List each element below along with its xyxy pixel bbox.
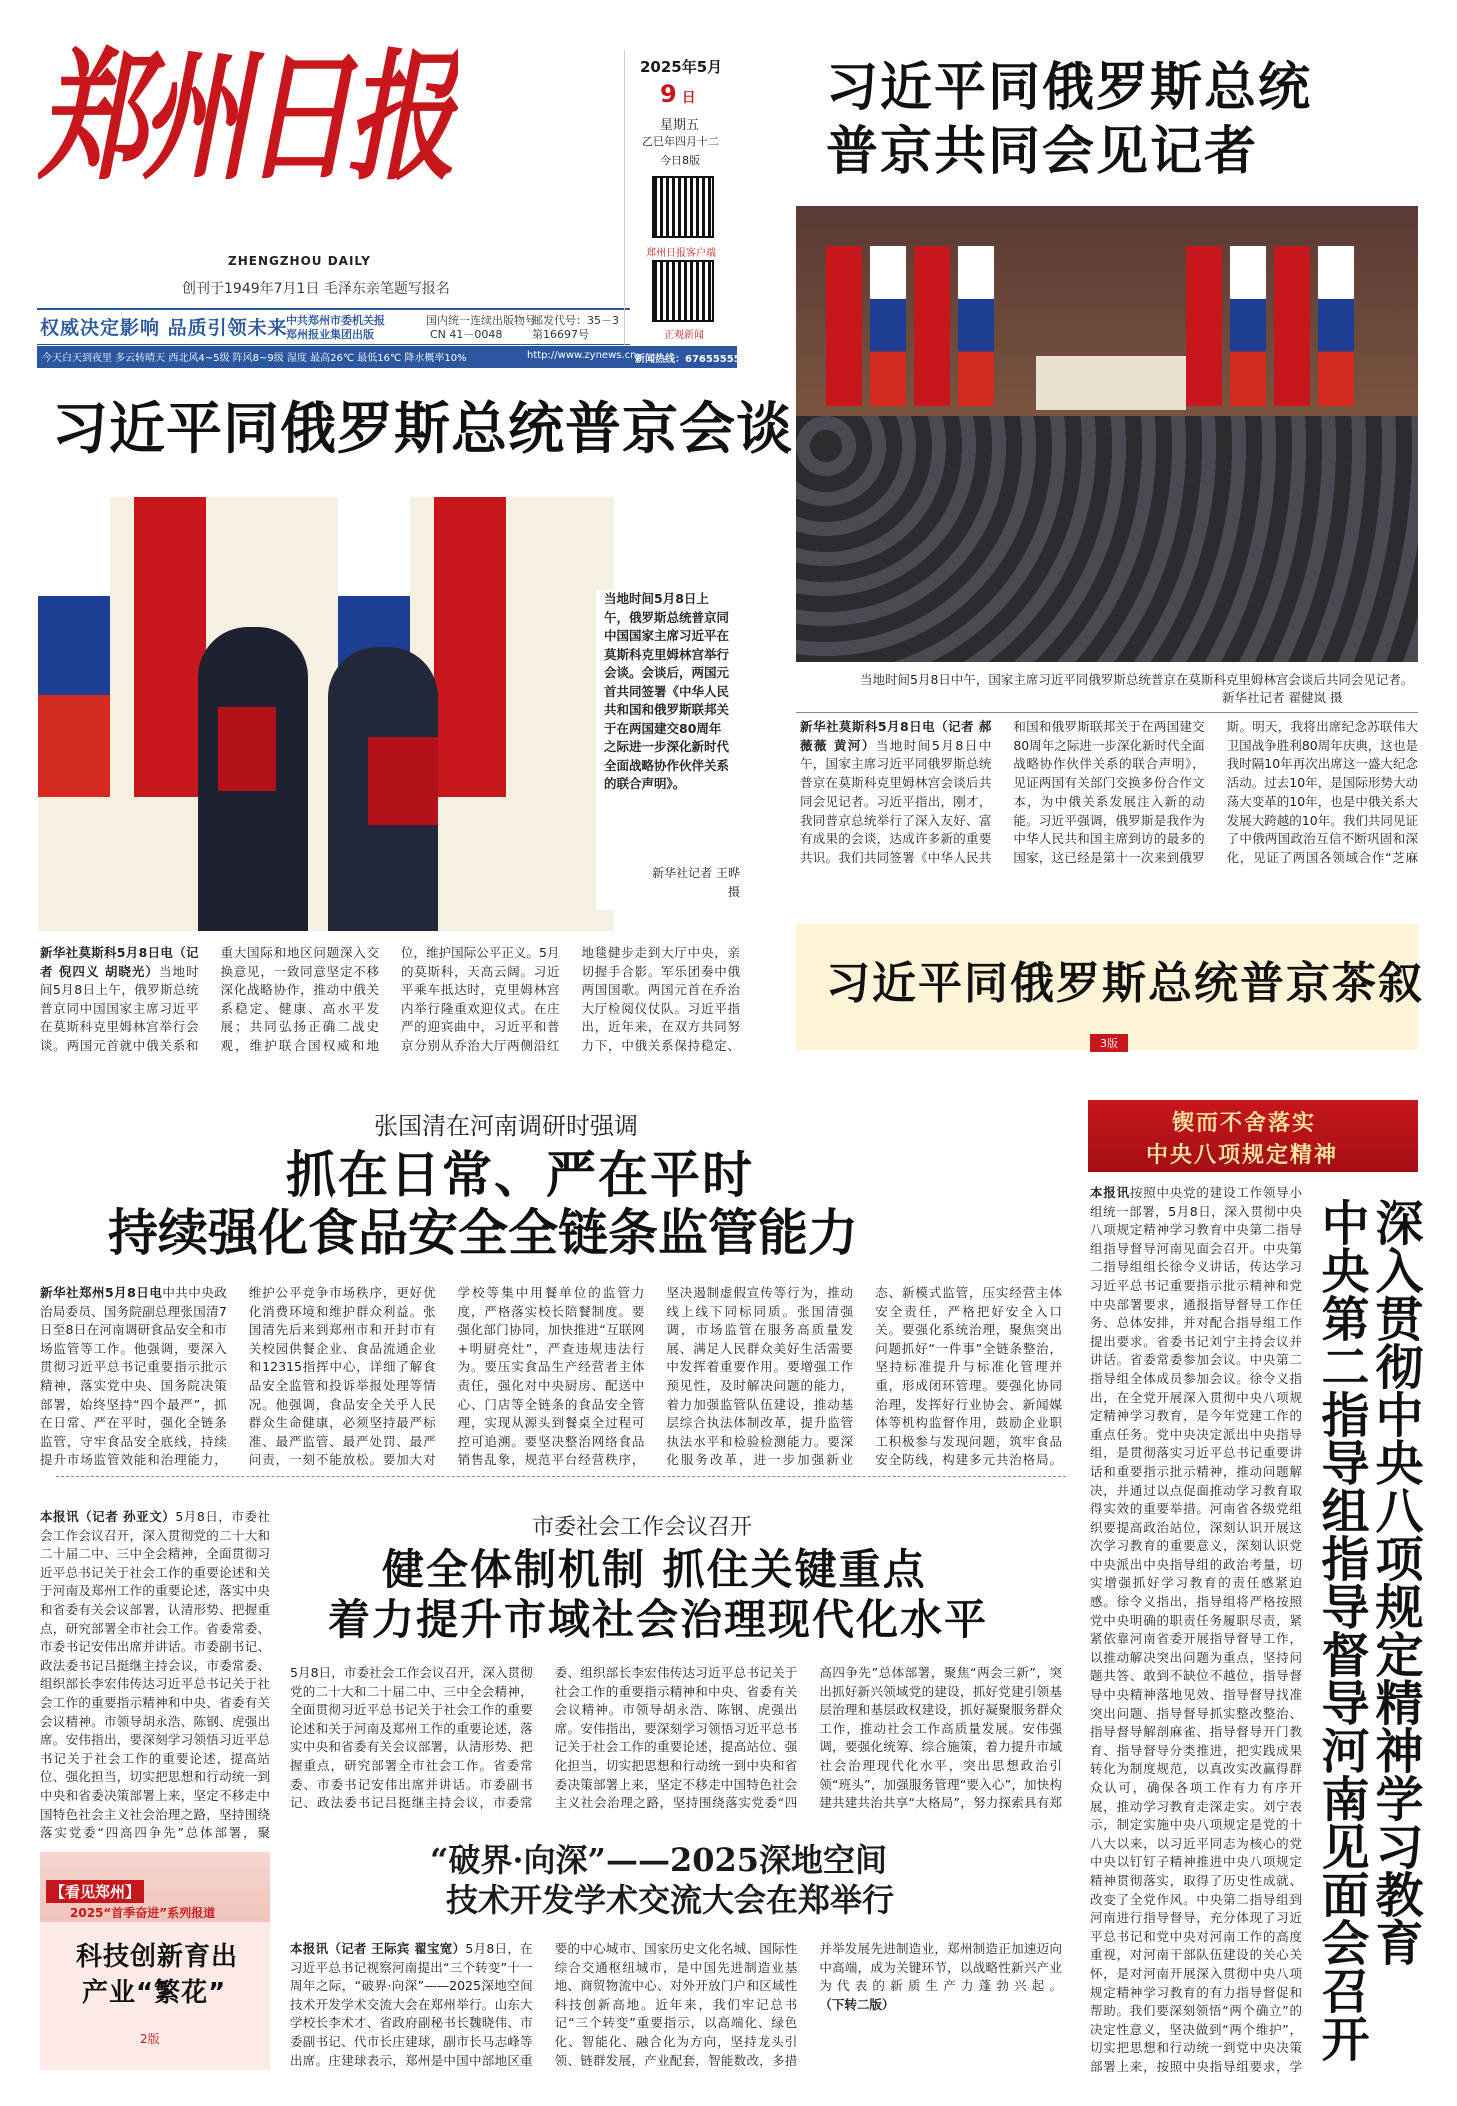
press-conference-body (800, 718, 1418, 886)
main-story-text: 当地时间5月8日上午，俄罗斯总统普京同中国国家主席习近平在莫斯科克里姆林宫举行会谈。两国元首就中俄关系和重大国际和地区问题深入交换意见，一致同意坚定不移深化战略协作，推动中俄关系稳定、健康、高水平发展；共同弘扬正确二战史观，维护联合国权威和地位，维护国际公平正义。5月的莫斯科，天高云阔。习近平乘车抵达时，克里姆林宫内举行隆重欢迎仪式。在庄严的迎宾曲中，习近平和普京分别从乔治大厅两侧沿红地毯健步走到大厅中央，亲切握手合影。军乐团奏中俄两国国歌。两国元首在乔治大厅检阅仪仗队。习近平指出，近年来，在双方共同努力下，中俄关系保持稳定、 (40, 945, 740, 1053)
tea-talk-headline: 习近平同俄罗斯总统普京茶叙 (826, 958, 1424, 1009)
flags-left (826, 246, 1046, 406)
promo-headline-1: 科技创新育出 (76, 1942, 239, 1972)
post-code: 邮发代号：35－3 (532, 314, 619, 327)
qr-code-news[interactable] (652, 260, 714, 322)
main-headline: 习近平同俄罗斯总统普京会谈 (52, 396, 793, 462)
food-safety-body (40, 1284, 1062, 1474)
handshake-caption: 当地时间5月8日上午，俄罗斯总统普京同中国国家主席习近平在莫斯科克里姆林宫举行会谈。会谈后，两国元首共同签署《中华人民共和国和俄罗斯联邦关于在两国建交80周年之际进一步深化新时代全面战略协作伙伴关系的联合声明》。 (604, 591, 730, 791)
hotline: 新闻热线：67655555 (635, 354, 741, 365)
social-work-text: 5月8日，市委社会工作会议召开，深入贯彻党的二十大和二十届二中、三中全会精神，全面贯彻习近平总书记关于社会工作的重要论述和关于河南及郑州工作的重要论述，落实中央和省委有关会议部署，认清形势、把握重点，研究部署全市社会工作。省委常委、市委书记安伟出席并讲话。市委副书记、政法委书记吕挺继主持会议，市委常委、组织部长李宏伟传达习近平总书记关于社会工作的重要指示精神和中央、省委有关会议精神。市领导胡永浩、陈钢、虎强出席。安伟指出，要深刻学习领悟习近平总书记关于社会工作的重要论述，提高站位、强化担当，切实把思想和行动统一到中央和省委决策部署上来，坚定不移走中国特色社会主义社会治理之路，坚持围绕落实党委“四高四争先”总体部署，聚 (40, 1509, 270, 1841)
masthead-pinyin: ZHENGZHOU DAILY (228, 254, 371, 268)
date-day-number: 9 (660, 80, 677, 108)
conference-headline-2: 技术开发学术交流大会在郑举行 (446, 1881, 895, 1919)
conference-body (290, 1940, 1062, 2080)
main-story-body (40, 944, 740, 1056)
food-safety-headline-1: 抓在日常、严在平时 (286, 1145, 754, 1204)
publisher-1: 中共郑州市委机关报 (286, 314, 385, 327)
conference-continued: （下转二版） (819, 1996, 895, 2012)
publisher-2: 郑州报业集团出版 (286, 328, 374, 341)
website: http://www.zynews.cn (527, 350, 637, 361)
date-day-unit: 日 (681, 90, 696, 106)
conference-text: 5月8日，在习近平总书记视察河南提出“三个转变”十一周年之际，“破界·向深”——2025深地空间技术开发学术交流大会在郑州举行。山东大学校长李术才、省政府副秘书长魏晓伟、市委副书记、代市长庄建球，副市长马志峰等出席。庄建球表示，郑州是中国中部地区重要的中心城市、国家历史文化名城、国际性综合交通枢纽城市，是中国先进制造业基地、商贸物流中心、对外开放门户和区域性科技创新高地。近年来，我们牢记总书记“三个转变”重要指示，以高端化、绿色化、智能化、融合化为方向，坚持龙头引领、链群发展，产业配套，智能数改，多措并举发展先进制造业，郑州制造正加速迈向中高端，成为关键环节，以战略性新兴产业为代表的新质生产力蓬勃兴起。 (290, 1941, 1062, 2068)
press-photo-caption: 当地时间5月8日中午，国家主席习近平同俄罗斯总统普京在莫斯科克里姆林宫会谈后共同会见记者。 (860, 672, 1414, 687)
main-story-lead: 新华社莫斯科5月8日电（记者 倪四义 胡晓光） (40, 945, 199, 979)
tea-talk-page-ref[interactable]: 3版 (1090, 1034, 1128, 1052)
promo-series: 2025“首季奋进”系列报道 (70, 1906, 216, 1920)
food-safety-text: 中共中央政治局委员、国务院副总理张国清7日至8日在河南调研食品安全和市场监管等工作。他强调，要深入贯彻习近平总书记重要指示批示精神，落实党中央、国务院决策部署，始终坚持“四个最严”，抓在日常、严在平时，强化全链条监管，守牢食品安全底线，持续提升市场监管效能和治理能力，维护公平竞争市场秩序，更好优化消费环境和维护群众利益。张国清先后来到郑州市和开封市有关校园供餐企业、食品流通企业和12315指挥中心，详细了解食品安全监管和投诉举报处理等情况。他强调，食品安全关乎人民群众生命健康，必须坚持最严标准、最严监管、最严处罚、最严问责，一刻不能放松。要加大对学校等集中用餐单位的监管力度，严格落实校长陪餐制度。要强化部门协同，加快推进“互联网+明厨亮灶”，严查违规违法行为。要压实食品生产经营者主体责任，强化对中央厨房、配送中心、门店等全链条的食品安全管理，实现从源头到餐桌全过程可控可追溯。要坚决整治网络食品销售乱象，规范平台经营秩序，坚决遏制虚假宣传等行为，推动线上线下同标同质。张国清强调，市场监管在服务高质量发展、满足人民群众美好生活需要中发挥着重要作用。要增强工作预见性，及时解决问题的能力，着力加强监管队伍建设，推动基层综合执法体制改革，提升监管执法水平和检验检测能力。要深化服务改革，进一步加强新业态、新模式监管，压实经营主体安全责任，严格把好安全入口关。要强化系统治理，聚焦突出问题抓好“一件事”全链条整治，坚持标准提升与标准化管理并重，形成闭环管理。要强化协同治理，发挥好行业协会、新闻媒体等机构监督作用，鼓励企业职工积极参与发现问题，筑牢食品安全防线，构建多元共治格局。 (40, 1285, 1062, 1468)
social-work-headline-2: 着力提升市域社会治理现代化水平 (328, 1595, 989, 1644)
press-conference-text: 当地时间5月8日中午，国家主席习近平同俄罗斯总统普京在莫斯科克里姆林宫会谈后共同会见记者。习近平指出，刚才，我同普京总统举行了深入友好、富有成果的会谈，达成许多新的重要共识。我们共同签署《中华人民共和国和俄罗斯联邦关于在两国建交80周年之际进一步深化新时代全面战略协作伙伴关系的联合声明》，见证两国有关部门交换多份合作文本，为中俄关系发展注入新的动能。习近平强调，俄罗斯是我作为中华人民共和国主席到访的最多的国家，这已经是第十一次来到俄罗斯。明天，我将出席纪念苏联伟大卫国战争胜利80周年庆典，这也是我时隔10年再次出席这一盛大纪念活动。过去10年，是国际形势大动荡大变革的10年，也是中俄关系大发展大跨越的10年。我们共同见证了中俄两国政治互信不断巩固和深化，见证了两国各领域合作“芝麻 (800, 719, 1418, 865)
promo-headline-2: 产业“繁花” (82, 1978, 227, 2008)
date-line: 2025年5月 (640, 58, 723, 76)
social-work-lead: 本报讯（记者 孙亚文） (40, 1509, 176, 1524)
conference-headline-1: “破界·向深”——2025深地空间 (430, 1841, 888, 1879)
conference-lead: 本报讯（记者 王际宾 翟宝宽） (290, 1941, 466, 1956)
top-right-headline-2: 普京共同会见记者 (826, 121, 1259, 182)
audience (796, 416, 1418, 662)
social-work-kicker: 市委社会工作会议召开 (532, 1515, 753, 1540)
section-divider (56, 1476, 1066, 1477)
social-work-body-right (290, 1664, 1062, 1828)
right-column-body (1090, 1184, 1302, 2074)
food-safety-headline-2: 持续强化食品安全全链条监管能力 (108, 1203, 858, 1262)
document-folder-right (368, 737, 438, 825)
press-conference-photo (796, 206, 1418, 662)
right-banner-line-1: 锲而不舍落实 (1172, 1111, 1317, 1136)
lunar-date: 乙巳年四月十二 (642, 135, 719, 148)
date-day (660, 80, 696, 108)
social-work-body-left (40, 1508, 270, 1848)
masthead-logo (38, 28, 458, 208)
press-photo-credit: 新华社记者 翟健岚 摄 (1222, 690, 1343, 705)
weekday: 星期五 (660, 118, 700, 133)
top-right-headline-1: 习近平同俄罗斯总统 (826, 57, 1313, 118)
qr-label-news: 正观新闻 (664, 330, 704, 341)
handshake-flags (38, 497, 614, 797)
masthead-title: 郑州日报 (38, 36, 450, 200)
right-banner-line-2: 中央八项规定精神 (1146, 1143, 1339, 1168)
handshake-credit: 新华社记者 王晔 摄 (652, 866, 740, 899)
qr-label-app: 郑州日报客户端 (646, 248, 716, 259)
issue-number: 第16697号 (532, 328, 589, 341)
press-conference-lead: 新华社莫斯科5月8日电（记者 郝薇薇 黄河） (800, 719, 992, 753)
social-work-headline-1: 健全体制机制 抓住关键重点 (382, 1545, 927, 1594)
flags-right (1186, 246, 1406, 406)
promo-page-ref[interactable]: 2版 (140, 2032, 160, 2046)
vertical-headline-1: 深入贯彻中央八项规定精神学习教育 (1367, 1198, 1423, 1966)
document-folder-left (218, 707, 276, 791)
right-column-lead: 本报讯 (1090, 1185, 1130, 1200)
masthead-slogan: 权威决定影响 品质引领未来 (40, 317, 288, 339)
social-work-text-continued: 5月8日，市委社会工作会议召开，深入贯彻党的二十大和二十届二中、三中全会精神，全面贯彻习近平总书记关于社会工作的重要论述和关于河南及郑州工作的重要论述，落实中央和省委有关会议部署，认清形势、把握重点，研究部署全市社会工作。省委常委、市委书记安伟出席并讲话。市委副书记、政法委书记吕挺继主持会议，市委常委、组织部长李宏伟传达习近平总书记关于社会工作的重要指示精神和中央、省委有关会议精神。市领导胡永浩、陈钢、虎强出席。安伟指出，要深刻学习领悟习近平总书记关于社会工作的重要论述，提高站位、强化担当，切实把思想和行动统一到中央和省委决策部署上来，坚定不移走中国特色社会主义社会治理之路，坚持围绕落实党委“四高四争先”总体部署，聚焦“两会三新”，突出抓好新兴领域党的建设，抓好党建引领基层治理和基层政权建设，抓好凝聚服务群众工作，推动社会工作高质量发展。安伟强调，要强化统筹、综合施策，着力提升市域社会治理现代化水平，突出思想政治引领“班头”，加强服务管理“要入心”，加快构建共建共治共享“大格局”，努力探索具有郑 (290, 1665, 1062, 1811)
vertical-headline-2: 中央第二指导组指导督导河南见面会召开 (1313, 1198, 1369, 2062)
food-safety-lead: 新华社郑州5月8日电 (40, 1285, 163, 1300)
page-count: 今日8版 (660, 154, 700, 167)
food-safety-kicker: 张国清在河南调研时强调 (374, 1112, 638, 1140)
masthead-founded: 创刊于1949年7月1日 毛泽东亲笔题写报名 (182, 281, 450, 297)
promo-tag: 【看见郑州】 (46, 1880, 144, 1903)
cn-number-1: 国内统一连续出版物号 (426, 314, 536, 327)
qr-code-app[interactable] (652, 176, 714, 238)
cn-number-2: CN 41－0048 (430, 328, 503, 341)
weather-text: 今天白天到夜里 多云转晴天 西北风4~5级 阵风8~9级 湿度 最高26℃ 最低16℃ 降水概率10% (42, 353, 467, 364)
podium (1036, 356, 1186, 410)
right-column-text: 按照中央党的建设工作领导小组统一部署，5月8日，深入贯彻中央八项规定精神学习教育中央第二指导组指导督导河南见面会召开。中央第二指导组组长徐令义讲话，传达学习习近平总书记重要指示批示精神和党中央部署要求，通报指导督导工作任务、总体安排，并对配合指导组工作提出要求。省委书记刘宁主持会议并讲话。省委常委参加会议。中央第二指导组全体成员参加会议。徐令义指出，在全党开展深入贯彻中央八项规定精神学习教育，是今年党建工作的重点任务。党中央决定派出中央指导组，是贯彻落实习近平总书记重要讲话和重要指示批示精神，推动问题解决，并通过以点促面推动学习教育取得实效的重要举措。河南省各级党组织要提高政治站位，深刻认识开展这次学习教育的重要意义，深刻认识党中央派出中央指导组的政治考量，切实增强抓好学习教育的责任感紧迫感。徐令义指出，指导组将严格按照党中央明确的职责任务履职尽责，紧紧依靠河南省委开展指导督导工作，以推动解决突出问题为重点，坚持问题共答、敢到不缺位不越位，指导督导中央精神落地见效、指导督导找准突出问题、指导督导抓实整改整治、指导督导解剖麻雀、指导督导开门教育、指导督导分类推进，把实践成果转化为制度规范，以真改实改赢得群众认可，确保各项工作有力有序开展，推动学习教育走深走实。刘宁表示，制定实施中央八项规定是党的十八大以来，以习近平同志为核心的党中央以钉钉子精神推进中央八项规定精神贯彻落实，取得了历史性成就、改变了全党作风。中央第二指导组到河南进行指导督导，充分体现了习近平总书记和党中央对河南工作的高度重视，对河南干部队伍建设的关心关怀，是对河南开展深入贯彻中央八项规定精神学习教育的有力指导督促和帮助。我们要深刻领悟“两个确立”的决定性意义，坚决做到“两个维护”，切实把思想和行动统一到党中央决策部署上来，按照中央指导组要求，学 (1090, 1185, 1302, 2074)
handshake-photo (38, 497, 614, 931)
